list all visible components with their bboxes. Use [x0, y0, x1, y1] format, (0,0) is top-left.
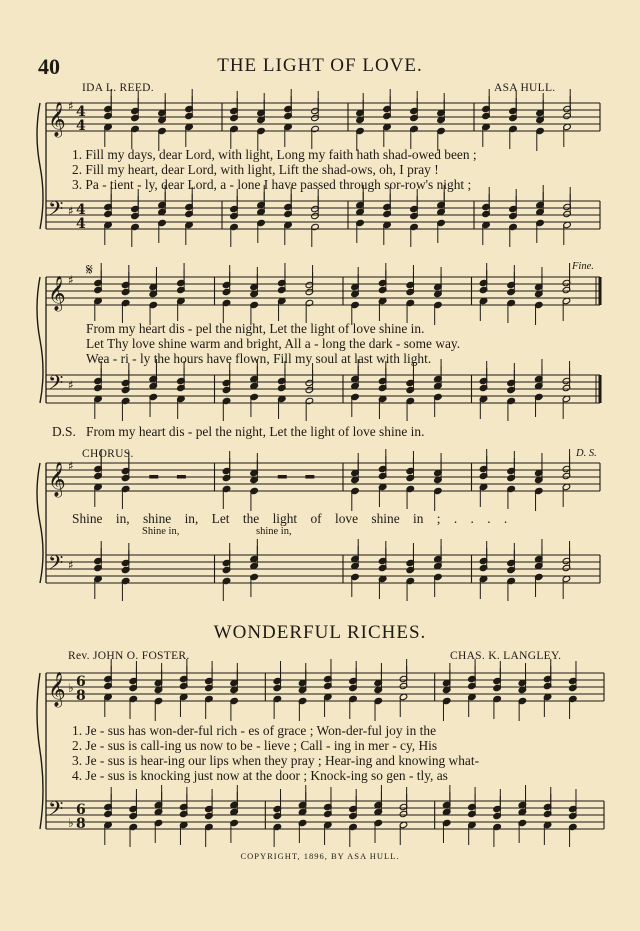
treble-clef: 𝄞 — [48, 102, 66, 137]
time-signature-bottom: 8 — [76, 688, 86, 704]
verse-3-line-1: 3. Pa - tient - ly, dear Lord, a - lone I have passed through sor-row's night ; — [72, 177, 472, 192]
verse-2-line-1: 2. Fill my heart, dear Lord, with light, Lift the shad-ows, oh, I pray ! — [72, 162, 439, 177]
key-signature: ♯ — [68, 378, 74, 392]
hymn-title-wonderful-riches: WONDERFUL RICHES. — [213, 622, 427, 643]
bass-clef: 𝄢 — [48, 797, 64, 825]
time-signature-bottom: 4 — [76, 118, 86, 134]
key-signature: ♭ — [68, 681, 74, 695]
key-signature: ♯ — [68, 99, 74, 113]
verse-1-line-1: 1. Fill my days, dear Lord, with light, Long my faith hath shad-owed been ; — [72, 147, 477, 162]
lyricist-credit-2: Rev. JOHN O. FOSTER. — [68, 650, 190, 662]
key-signature: ♯ — [68, 459, 74, 473]
system-brace — [37, 103, 43, 229]
fine-marking: Fine. — [572, 261, 594, 272]
key-signature: ♯ — [68, 273, 74, 287]
rest — [278, 475, 287, 479]
ds-marking: D. S. — [576, 448, 597, 459]
time-signature-top: 4 — [76, 202, 86, 218]
bass-echo-2: shine in, — [256, 526, 292, 537]
hymn2-verse-1: 1. Je - sus has won-der-ful rich - es of grace ; Won-der-ful joy in the — [72, 723, 437, 738]
composer-credit-2: CHAS. K. LANGLEY. — [450, 650, 562, 662]
verse-1-line-2: From my heart dis - pel the night, Let the light of love shine in. — [86, 321, 425, 336]
system-brace — [37, 673, 43, 829]
chorus-lyric: Shine in, shine in, Let the light of love shine in ; . . . . — [72, 511, 508, 526]
bass-clef: 𝄢 — [48, 371, 64, 399]
rest — [177, 475, 186, 479]
rest — [305, 475, 314, 479]
time-signature-bottom: 4 — [76, 216, 86, 232]
lyricist-credit: IDA L. REED. — [82, 82, 154, 94]
time-signature-top: 6 — [76, 674, 86, 690]
treble-clef: 𝄞 — [48, 462, 66, 497]
verse-2-line-2: Let Thy love shine warm and bright, All a - long the dark - some way. — [86, 336, 461, 351]
bass-clef: 𝄢 — [48, 551, 64, 579]
key-signature: ♯ — [68, 558, 74, 572]
hymn2-verse-3: 3. Je - sus is hear-ing our lips when they pray ; Hear-ing and knowing what- — [72, 753, 480, 768]
hymn-title-light-of-love: THE LIGHT OF LOVE. — [217, 55, 423, 76]
time-signature-top: 4 — [76, 104, 86, 120]
system-brace — [37, 277, 43, 403]
hymn2-verse-2: 2. Je - sus is call-ing us now to be - lieve ; Call - ing in mer - cy, His — [72, 738, 438, 753]
bass-echo-1: Shine in, — [142, 526, 180, 537]
page-number: 40 — [38, 54, 60, 79]
verse-3-line-2: Wea - ri - ly the hours have flown, Fill my soul at last with light. — [86, 351, 432, 366]
treble-clef: 𝄞 — [48, 276, 66, 311]
chorus-label: CHORUS. — [82, 448, 134, 460]
time-signature-bottom: 8 — [76, 816, 86, 832]
copyright-notice: COPYRIGHT, 1896, BY ASA HULL. — [240, 851, 400, 861]
key-signature: ♭ — [68, 816, 74, 830]
system-brace — [37, 463, 43, 583]
key-signature: ♯ — [68, 204, 74, 218]
hymn2-verse-4: 4. Je - sus is knocking just now at the door ; Knock-ing so gen - tly, as — [72, 768, 448, 783]
time-signature-top: 6 — [76, 802, 86, 818]
segno-sign: 𝄋 — [86, 260, 93, 279]
ds-label: D.S. — [52, 424, 76, 439]
treble-clef: 𝄞 — [48, 672, 66, 707]
composer-credit: ASA HULL. — [494, 82, 556, 94]
ds-lyric-line: From my heart dis - pel the night, Let the light of love shine in. — [86, 424, 425, 439]
bass-clef: 𝄢 — [48, 197, 64, 225]
rest — [149, 475, 158, 479]
